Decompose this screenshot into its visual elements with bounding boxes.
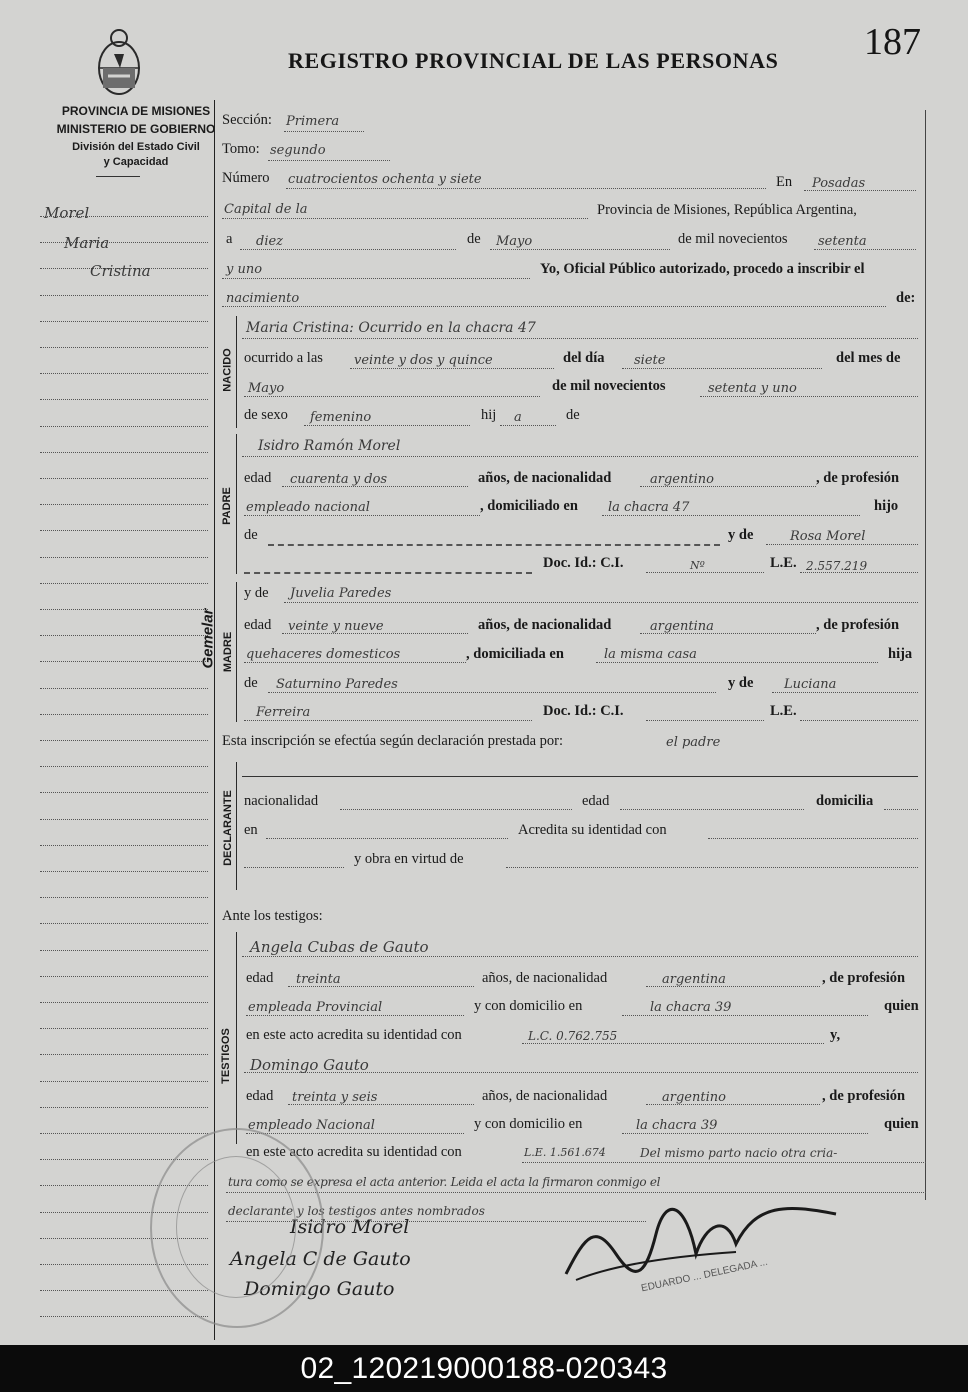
heading-underline bbox=[96, 176, 140, 177]
margin-line bbox=[40, 321, 208, 322]
padre-edad-label: edad bbox=[244, 470, 272, 486]
padre-nac-label: años, de nacionalidad bbox=[478, 470, 612, 486]
t1-acredita-label: en este acto acredita su identidad con bbox=[246, 1027, 462, 1043]
madre-prof: quehaceres domesticos bbox=[246, 647, 401, 662]
declarante-en-label: en bbox=[244, 822, 258, 838]
t1-nac-label: años, de nacionalidad bbox=[482, 970, 608, 986]
nacido-mil-label: de mil novecientos bbox=[552, 378, 666, 394]
madre-nac: argentina bbox=[650, 619, 714, 634]
mil-label: de mil novecientos bbox=[678, 231, 788, 247]
en-label: En bbox=[776, 174, 793, 190]
argentine-coat-of-arms-icon bbox=[90, 24, 148, 100]
declarante-dom-label: domicilia bbox=[816, 793, 874, 809]
testigos-section-label: TESTIGOS bbox=[219, 1028, 232, 1084]
signature-witness-2: Domingo Gauto bbox=[244, 1278, 395, 1300]
t2-nombre: Domingo Gauto bbox=[250, 1056, 369, 1074]
registry-title: REGISTRO PROVINCIAL DE LAS PERSONAS bbox=[288, 48, 779, 73]
hij-value: a bbox=[514, 410, 522, 425]
province-heading: PROVINCIA DE MISIONES bbox=[61, 104, 211, 118]
de2-label: de: bbox=[896, 290, 916, 306]
margin-line bbox=[40, 1028, 208, 1029]
en-value: Posadas bbox=[812, 176, 866, 191]
del-dia-label: del día bbox=[563, 350, 605, 366]
margin-line bbox=[40, 452, 208, 453]
margin-line bbox=[40, 426, 208, 427]
t2-edad: treinta y seis bbox=[292, 1090, 378, 1105]
tipo-value: nacimiento bbox=[226, 291, 300, 306]
declarante-edad-label: edad bbox=[582, 793, 610, 809]
margin-name-1: Maria bbox=[64, 234, 110, 252]
margin-line bbox=[40, 871, 208, 872]
seccion-value: Primera bbox=[286, 114, 340, 129]
t2-quien-label: quien bbox=[884, 1116, 919, 1132]
margin-line bbox=[40, 1002, 208, 1003]
padre-prof-label: , de profesión bbox=[816, 470, 900, 486]
margin-line bbox=[40, 583, 208, 584]
t1-y-label: y, bbox=[830, 1027, 841, 1043]
division-heading: División del Estado Civil bbox=[72, 141, 200, 153]
declarante-name-line bbox=[242, 776, 918, 777]
declarante-nac-label: nacionalidad bbox=[244, 793, 319, 809]
t2-edad-label: edad bbox=[246, 1088, 274, 1104]
nacido-mes: Mayo bbox=[248, 381, 285, 396]
anio-value: setenta bbox=[818, 234, 867, 249]
nacido-anio: setenta y uno bbox=[708, 381, 797, 396]
margin-line bbox=[40, 740, 208, 741]
nota-line-2: tura como se expresa el acta anterior. Leida el acta la firmaron conmigo el bbox=[228, 1175, 661, 1189]
nacido-de-label: de bbox=[566, 407, 580, 423]
t2-prof-label: , de profesión bbox=[822, 1088, 906, 1104]
declaracion-value: el padre bbox=[666, 735, 721, 750]
margin-line bbox=[40, 373, 208, 374]
padre-nac: argentino bbox=[650, 472, 714, 487]
margin-vertical-note: Gemelar bbox=[199, 608, 217, 669]
t1-prof-label: , de profesión bbox=[822, 970, 906, 986]
oficial-text: Yo, Oficial Público autorizado, procedo a inscribir el bbox=[540, 261, 865, 277]
t2-prof: empleado Nacional bbox=[248, 1118, 375, 1133]
t1-prof: empleada Provincial bbox=[248, 1000, 383, 1015]
madre-prof-label: , de profesión bbox=[816, 617, 900, 633]
margin-line bbox=[40, 1054, 208, 1055]
declarante-section-label: DECLARANTE bbox=[221, 790, 234, 866]
numero-value: cuatrocientos ochenta y siete bbox=[288, 172, 482, 187]
official-stamp-text: EDUARDO ... DELEGADA ... bbox=[640, 1256, 769, 1295]
sexo-label: de sexo bbox=[244, 407, 288, 423]
seccion-label: Sección: bbox=[222, 112, 272, 128]
t2-doc: L.E. 1.561.674 bbox=[524, 1146, 606, 1159]
margin-line bbox=[40, 819, 208, 820]
main-right-border bbox=[925, 110, 926, 1200]
lugar-value: Capital de la bbox=[224, 202, 308, 217]
margin-line bbox=[40, 557, 208, 558]
margin-line bbox=[40, 766, 208, 767]
padre-le-label: L.E. bbox=[770, 555, 797, 571]
testigos-ante-label: Ante los testigos: bbox=[222, 908, 323, 924]
margin-line bbox=[40, 1107, 208, 1108]
margin-line bbox=[40, 478, 208, 479]
madre-dom: la misma casa bbox=[604, 647, 697, 662]
padre-doc-label: Doc. Id.: C.I. bbox=[543, 555, 624, 571]
padre-dom: la chacra 47 bbox=[608, 500, 690, 515]
t2-dom: la chacra 39 bbox=[636, 1118, 718, 1133]
madre-doc-label: Doc. Id.: C.I. bbox=[543, 703, 624, 719]
testigos-bracket bbox=[236, 932, 237, 1144]
madre-de-value: Saturnino Paredes bbox=[276, 677, 398, 692]
mes-value: Mayo bbox=[496, 234, 533, 249]
del-mes-label: del mes de bbox=[836, 350, 901, 366]
madre-y-de-label: y de bbox=[244, 585, 269, 601]
madre-section-label: MADRE bbox=[222, 631, 235, 673]
margin-line bbox=[40, 714, 208, 715]
t2-nac: argentino bbox=[662, 1090, 726, 1105]
margin-line bbox=[40, 295, 208, 296]
padre-y-de-label: y de bbox=[728, 527, 754, 543]
t1-dom: la chacra 39 bbox=[650, 1000, 732, 1015]
tomo-label: Tomo: bbox=[222, 141, 260, 157]
margin-line bbox=[40, 530, 208, 531]
madre-y-de2-label: y de bbox=[728, 675, 754, 691]
margin-line bbox=[40, 661, 208, 662]
margin-line bbox=[40, 950, 208, 951]
provincia-text: Provincia de Misiones, República Argentina, bbox=[597, 202, 857, 218]
t1-edad-label: edad bbox=[246, 970, 274, 986]
t1-doc: L.C. 0.762.755 bbox=[528, 1029, 618, 1043]
padre-bracket bbox=[236, 434, 237, 574]
tomo-value: segundo bbox=[270, 143, 326, 158]
padre-edad: cuarenta y dos bbox=[290, 472, 388, 487]
padre-hijo-label: hijo bbox=[874, 498, 899, 514]
nacido-dia: siete bbox=[634, 353, 666, 368]
declarante-acredita-label: Acredita su identidad con bbox=[518, 822, 667, 838]
t1-quien-label: quien bbox=[884, 998, 919, 1014]
madre-edad-label: edad bbox=[244, 617, 272, 633]
margin-line bbox=[40, 897, 208, 898]
ministry-heading: MINISTERIO DE GOBIERNO bbox=[56, 122, 216, 136]
declaracion-text: Esta inscripción se efectúa según declaración prestada por: bbox=[222, 733, 564, 749]
margin-line bbox=[40, 1081, 208, 1082]
padre-section-label: PADRE bbox=[220, 487, 233, 525]
madre-y-de2-value-2: Ferreira bbox=[256, 705, 311, 720]
madre-bracket bbox=[236, 582, 237, 722]
madre-edad: veinte y nueve bbox=[288, 619, 384, 634]
margin-line bbox=[40, 1316, 208, 1317]
margin-line bbox=[40, 792, 208, 793]
t1-nombre: Angela Cubas de Gauto bbox=[250, 938, 429, 956]
nota-line-3: declarante y los testigos antes nombrados bbox=[228, 1204, 485, 1218]
t1-nac: argentina bbox=[662, 972, 726, 987]
hora-value: veinte y dos y quince bbox=[354, 353, 493, 368]
a-label: a bbox=[226, 231, 233, 247]
sexo-value: femenino bbox=[310, 410, 372, 425]
anio-value-2: y uno bbox=[226, 262, 263, 277]
margin-surname: Morel bbox=[44, 204, 90, 222]
ocurrido-label: ocurrido a las bbox=[244, 350, 323, 366]
division-heading-2: y Capacidad bbox=[103, 156, 169, 168]
margin-line bbox=[40, 688, 208, 689]
madre-y-de2-value: Luciana bbox=[784, 677, 837, 692]
padre-le: 2.557.219 bbox=[806, 559, 868, 573]
padre-de-label: de bbox=[244, 527, 258, 543]
margin-line bbox=[40, 976, 208, 977]
margin-line bbox=[40, 923, 208, 924]
padre-ci: Nº bbox=[690, 559, 705, 572]
madre-nombre: Juvelia Paredes bbox=[290, 586, 392, 601]
page-number: 187 bbox=[864, 21, 921, 63]
madre-de-label: de bbox=[244, 675, 258, 691]
padre-dom-label: , domiciliado en bbox=[480, 498, 578, 514]
numero-label: Número bbox=[222, 170, 270, 186]
madre-le-label: L.E. bbox=[770, 703, 797, 719]
margin-line bbox=[40, 635, 208, 636]
madre-nac-label: años, de nacionalidad bbox=[478, 617, 612, 633]
padre-prof: empleado nacional bbox=[246, 500, 370, 515]
margin-name-2: Cristina bbox=[90, 262, 151, 280]
t2-dom-label: y con domicilio en bbox=[474, 1116, 583, 1132]
nacido-nombre: Maria Cristina: Ocurrido en la chacra 47 bbox=[246, 320, 536, 336]
signature-witness-1: Angela C de Gauto bbox=[230, 1248, 411, 1270]
madre-hija-label: hija bbox=[888, 646, 913, 662]
margin-line bbox=[40, 347, 208, 348]
margin-line bbox=[40, 399, 208, 400]
de-label: de bbox=[467, 231, 481, 247]
t2-acredita-label: en este acto acredita su identidad con bbox=[246, 1144, 462, 1160]
margin-line bbox=[40, 845, 208, 846]
padre-nombre: Isidro Ramón Morel bbox=[258, 438, 401, 454]
signature-father: Isidro Morel bbox=[290, 1216, 410, 1238]
registry-seal-inner-icon bbox=[176, 1156, 296, 1298]
t2-nac-label: años, de nacionalidad bbox=[482, 1088, 608, 1104]
declarante-bracket bbox=[236, 762, 237, 890]
hij-label: hij bbox=[481, 407, 497, 423]
footer-code: 02_120219000188-020343 bbox=[0, 1345, 968, 1392]
t1-edad: treinta bbox=[296, 972, 341, 987]
padre-y-de-value: Rosa Morel bbox=[790, 529, 866, 544]
nota-line-1: Del mismo parto nacio otra cria- bbox=[640, 1146, 838, 1160]
dia-value: diez bbox=[256, 234, 284, 249]
nacido-bracket bbox=[236, 316, 237, 428]
t1-dom-label: y con domicilio en bbox=[474, 998, 583, 1014]
margin-line bbox=[40, 1133, 208, 1134]
madre-dom-label: , domiciliada en bbox=[466, 646, 564, 662]
margin-line bbox=[40, 609, 208, 610]
margin-line bbox=[40, 504, 208, 505]
nacido-section-label: NACIDO bbox=[221, 348, 234, 392]
declarante-obra-label: y obra en virtud de bbox=[354, 851, 464, 867]
